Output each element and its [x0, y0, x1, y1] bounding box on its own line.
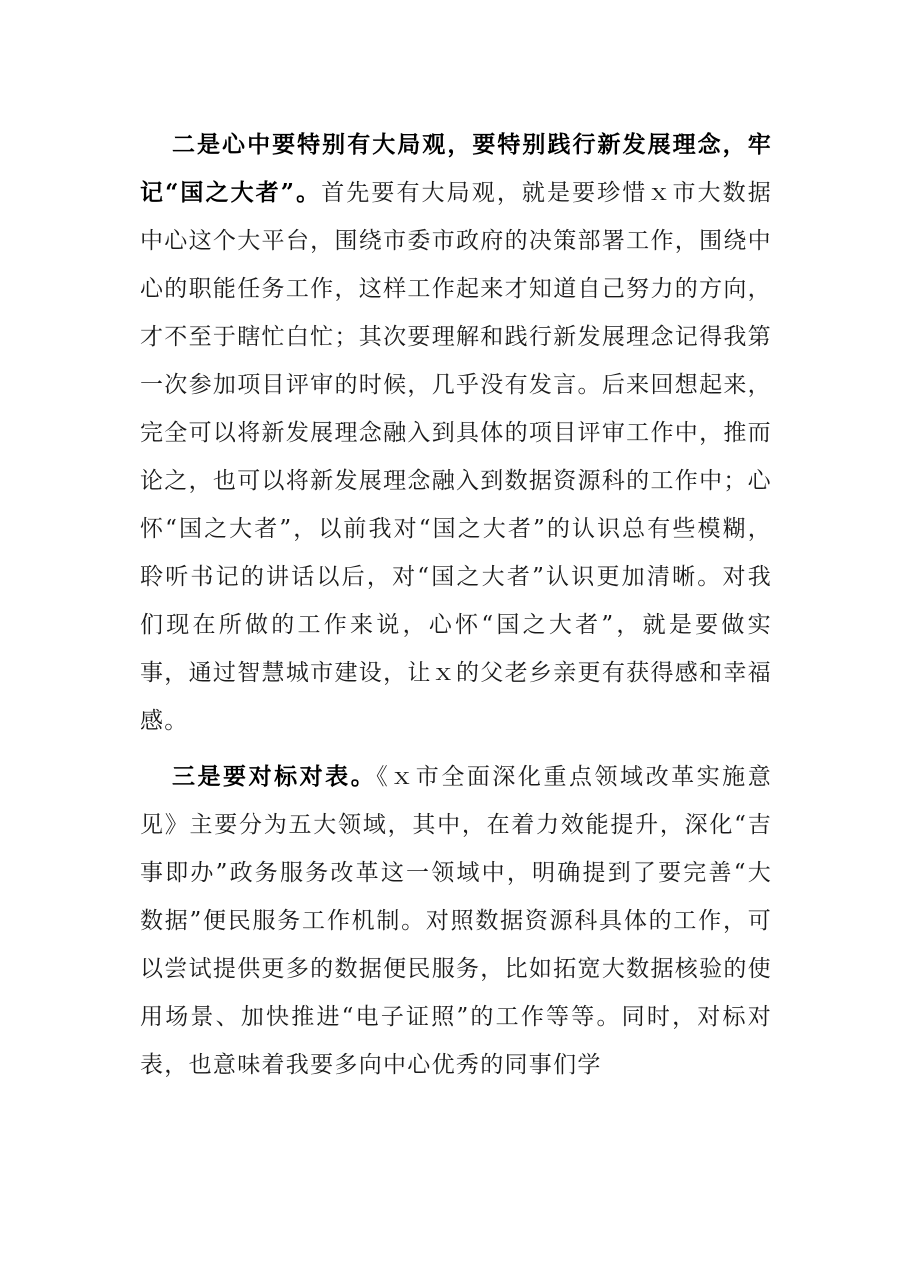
paragraph-body-text: 《ｘ市全面深化重点领域改革实施意见》主要分为五大领域，其中，在着力效能提升，深化“吉事即办”政务服务改革这一领域中，明确提到了要完善“大数据”便民服务工作机制。对照数据资源科具体的工作，可以尝试提供更多的数据便民服务，比如拓宽大数据核验的使用场景、加快推进“电子证照”的工作等等。同时，对标对表，也意味着我要多向中心优秀的同事们学 — [140, 764, 772, 1078]
paragraph-body-text: 首先要有大局观，就是要珍惜ｘ市大数据中心这个大平台，围绕市委市政府的决策部署工作，围绕中心的职能任务工作，这样工作起来才知道自己努力的方向，才不至于瞎忙白忙；其次要理解和践行新发展理念记得我第一次参加项目评审的时候，几乎没有发言。后来回想起来，完全可以将新发展理念融入到具体的项目评审工作中，推而论之，也可以将新发展理念融入到数据资源科的工作中；心怀“国之大者”，以前我对“国之大者”的认识总有些模糊，聆听书记的讲话以后，对“国之大者”认识更加清晰。对我们现在所做的工作来说，心怀“国之大者”，就是要做实事，通过智慧城市建设，让ｘ的父老乡亲更有获得感和幸福感。 — [140, 180, 773, 734]
paragraph-benchmarking — [140, 753, 772, 1089]
document-page — [140, 121, 772, 1089]
paragraph-big-picture — [140, 121, 772, 745]
paragraph-lead-heading: 二是心中要特别有大局观，要特别践行新发展理念，牢记“国之大者”。 — [140, 131, 772, 206]
paragraph-lead-heading: 三是要对标对表。 — [172, 763, 377, 790]
